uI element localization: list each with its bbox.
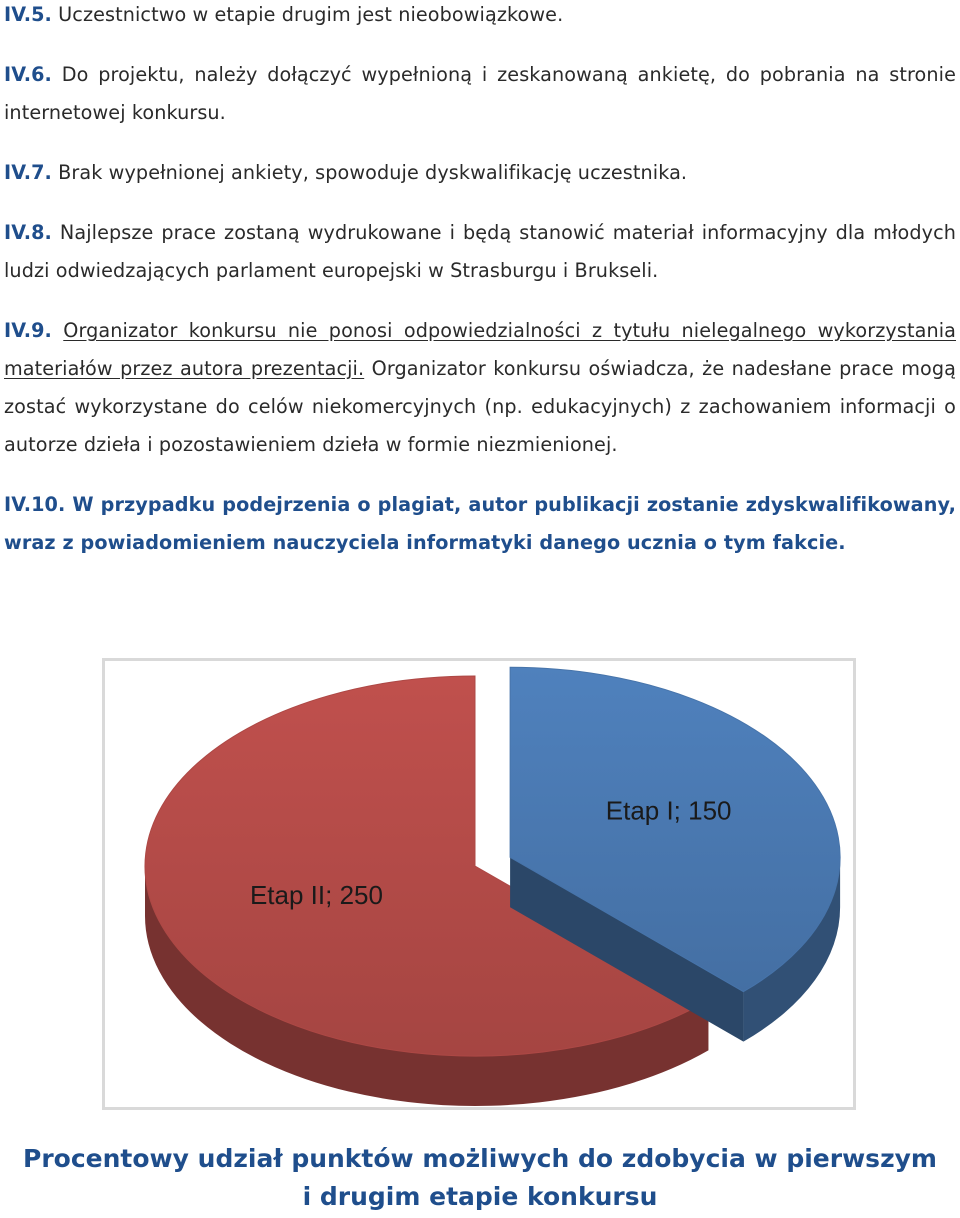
- paragraph-number: IV.7.: [4, 161, 52, 184]
- paragraph-iv-10: [4, 486, 956, 562]
- paragraph-number: IV.9.: [4, 319, 52, 342]
- pie-chart-frame: [102, 658, 856, 1110]
- pie-data-label-1: Etap I; 150: [605, 795, 732, 826]
- paragraph-text: W przypadku podejrzenia o plagiat, autor publikacji zostanie zdyskwalifikowany, wraz z powiadomieniem nauczyciela informatyki danego ucznia o tym fakcie.: [4, 493, 956, 554]
- paragraph-number: IV.8.: [4, 221, 52, 244]
- chart-caption-line-1: Procentowy udział punktów możliwych do zdobycia w pierwszym: [23, 1144, 937, 1173]
- chart-caption-line-2: i drugim etapie konkursu: [302, 1182, 658, 1211]
- pie-chart: [105, 661, 853, 1107]
- paragraph-iv-9: [4, 312, 956, 464]
- paragraph-iv-8: [4, 214, 956, 290]
- paragraph-text: Najlepsze prace zostaną wydrukowane i będą stanowić materiał informacyjny dla młodych ludzi odwiedzających parlament europejski w Strasburgu i Brukseli.: [4, 221, 956, 282]
- paragraph-number: IV.10.: [4, 493, 66, 516]
- paragraph-number: IV.5.: [4, 3, 52, 26]
- paragraph-iv-7: [4, 154, 956, 192]
- paragraph-number: IV.6.: [4, 63, 52, 86]
- paragraph-text: Do projektu, należy dołączyć wypełnioną i zeskanowaną ankietę, do pobrania na stronie internetowej konkursu.: [4, 63, 956, 124]
- paragraph-text: Organizator konkursu oświadcza, że nadesłane prace mogą zostać wykorzystane do celów niekomercyjnych (np. edukacyjnych) z zachowaniem informacji o autorze dzieła i pozostawieniem dzieła w formie niezmienionej.: [4, 357, 956, 456]
- chart-caption: [0, 1140, 960, 1216]
- document-body: [4, 0, 956, 584]
- paragraph-underlined-text: Organizator konkursu nie ponosi odpowiedzialności z tytułu nielegalnego wykorzystania materiałów przez autora prezentacji.: [4, 319, 956, 380]
- paragraph-text: Brak wypełnionej ankiety, spowoduje dyskwalifikację uczestnika.: [51, 161, 688, 184]
- pie-data-label-2: Etap II; 250: [249, 879, 383, 910]
- paragraph-iv-5: [4, 0, 956, 34]
- paragraph-text: Uczestnictwo w etapie drugim jest nieobowiązkowe.: [51, 3, 564, 26]
- paragraph-iv-6: [4, 56, 956, 132]
